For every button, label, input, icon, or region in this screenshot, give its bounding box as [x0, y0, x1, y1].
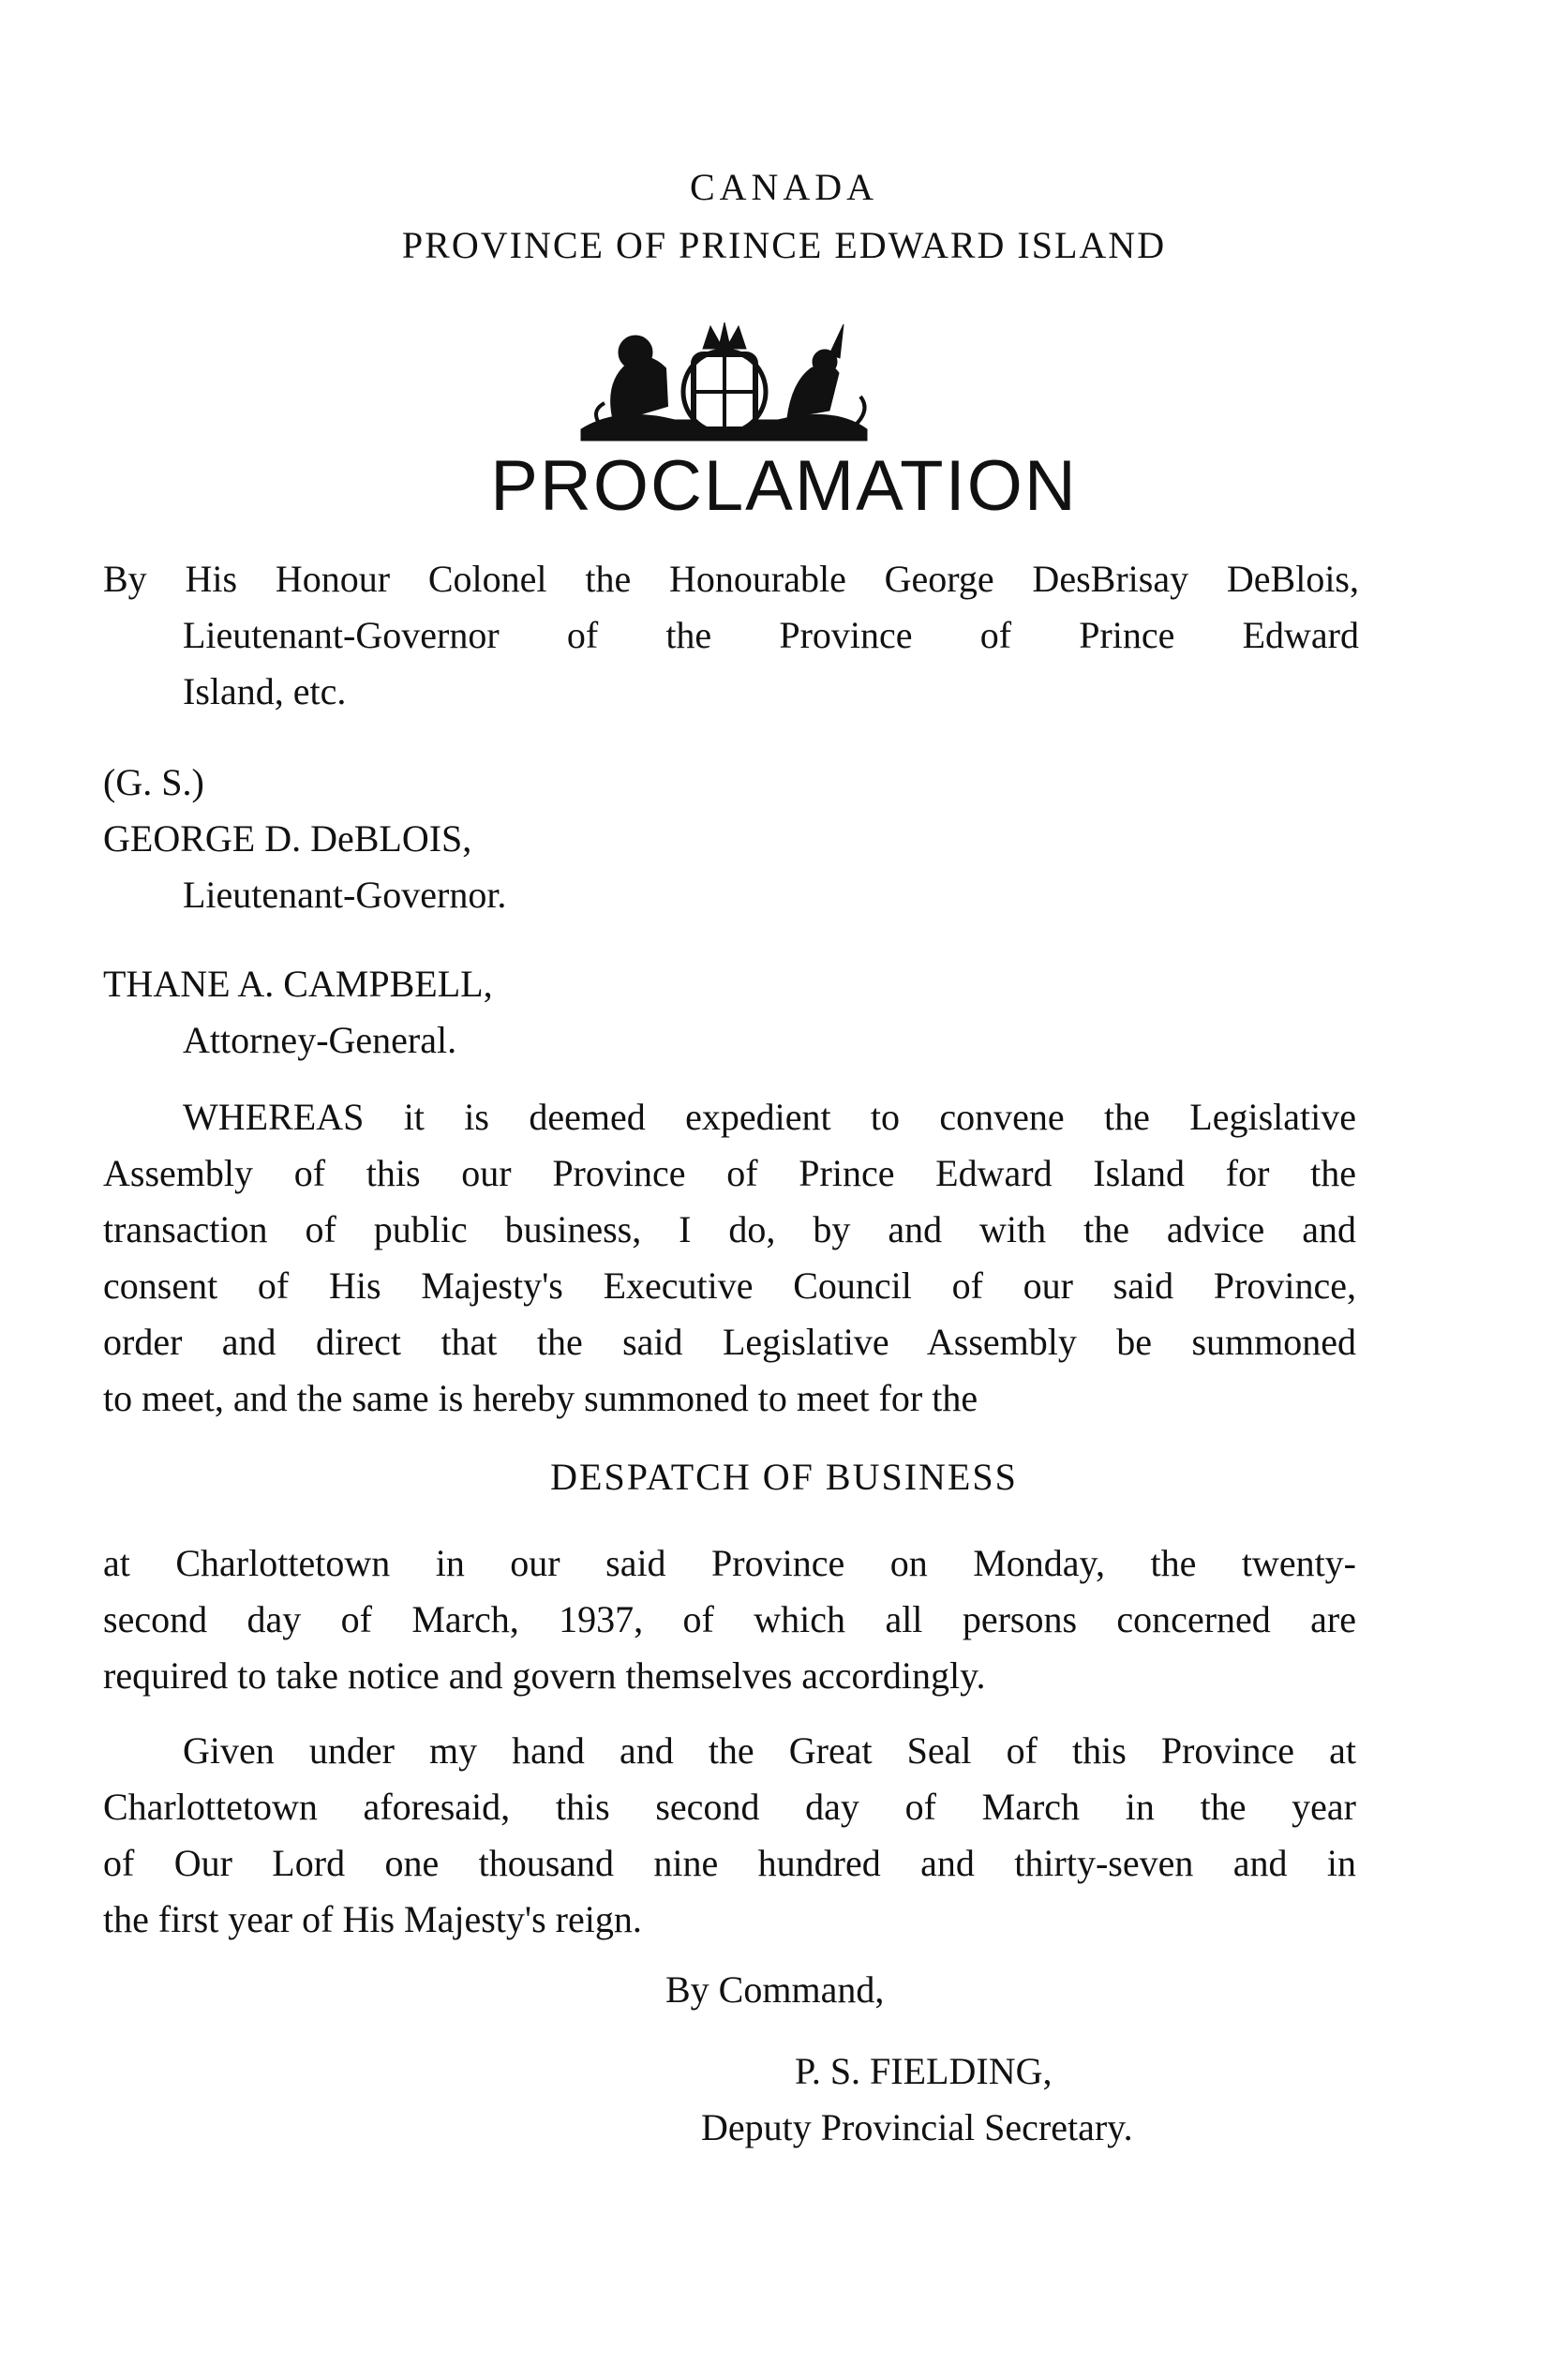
paragraph-line: the first year of His Majesty's reign. [103, 1898, 642, 1940]
meeting-paragraph [103, 1535, 1356, 1704]
issuing-authority [103, 551, 1359, 720]
attorney-signature-title: Attorney-General. [183, 1019, 457, 1061]
page-title: PROCLAMATION [490, 446, 1078, 526]
paragraph-line: WHEREAS it is deemed expedient to convene the Legislative [183, 1096, 1356, 1138]
paragraph-line: consent of His Majesty's Executive Council of our said Province, [103, 1264, 1356, 1307]
paragraph-line: transaction of public business, I do, by and with the advice and [103, 1208, 1356, 1250]
paragraph-line: order and direct that the said Legislative Assembly be summoned [103, 1321, 1356, 1363]
paragraph-line: Given under my hand and the Great Seal of this Province at [183, 1729, 1356, 1772]
governor-signature-name: GEORGE D. DeBLOIS, [103, 817, 472, 860]
paragraph-line: Assembly of this our Province of Prince Edward Island for the [103, 1152, 1356, 1194]
paragraph-line: of Our Lord one thousand nine hundred and thirty-seven and in [103, 1842, 1356, 1884]
whereas-paragraph [103, 1089, 1356, 1427]
given-paragraph [103, 1723, 1356, 1948]
authority-line: By His Honour Colonel the Honourable George DesBrisay DeBlois, [103, 558, 1359, 600]
country-heading: CANADA [689, 166, 879, 208]
province-heading: PROVINCE OF PRINCE EDWARD ISLAND [401, 224, 1167, 266]
paragraph-line: required to take notice and govern themselves accordingly. [103, 1654, 986, 1697]
by-command-label: By Command, [665, 1968, 885, 2011]
attorney-signature-name: THANE A. CAMPBELL, [103, 963, 493, 1005]
secretary-signature-title: Deputy Provincial Secretary. [701, 2106, 1133, 2148]
paragraph-line: Charlottetown aforesaid, this second day of March in the year [103, 1786, 1356, 1828]
paragraph-line: second day of March, 1937, of which all persons concerned are [103, 1598, 1356, 1640]
secretary-signature-name: P. S. FIELDING, [795, 2050, 1053, 2092]
royal-coat-of-arms-icon [562, 317, 886, 448]
great-seal-mark: (G. S.) [103, 761, 204, 803]
paragraph-line: at Charlottetown in our said Province on Monday, the twenty- [103, 1542, 1356, 1584]
despatch-heading: DESPATCH OF BUSINESS [550, 1456, 1018, 1498]
governor-signature-title: Lieutenant-Governor. [183, 874, 507, 916]
authority-line: Lieutenant-Governor of the Province of Prince Edward [183, 614, 1359, 656]
authority-line: Island, etc. [183, 670, 347, 712]
paragraph-line: to meet, and the same is hereby summoned to meet for the [103, 1377, 978, 1419]
